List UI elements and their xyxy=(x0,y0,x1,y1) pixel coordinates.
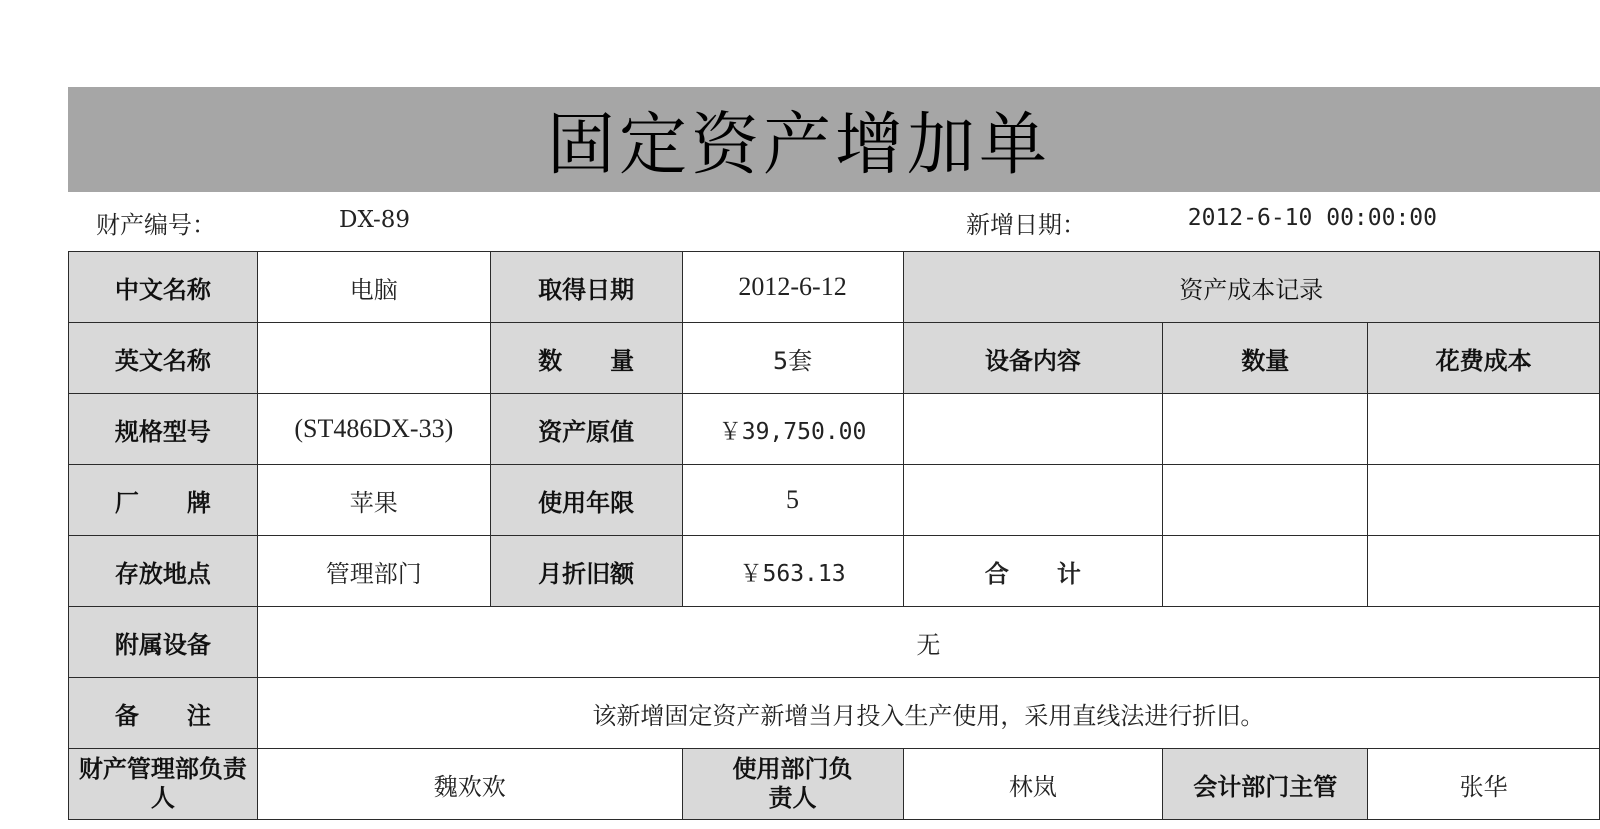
table-row xyxy=(69,536,1600,607)
asset-form-table xyxy=(68,251,1600,820)
cost-spent-header: 花费成本 xyxy=(1368,323,1600,394)
acquire-date-value: 2012-6-12 xyxy=(682,252,903,323)
accessories-label: 附属设备 xyxy=(69,607,258,678)
quantity-value: 5套 xyxy=(682,323,903,394)
spec-model-value: (ST486DX-33) xyxy=(257,394,490,465)
asset-number-value: DX-89 xyxy=(339,207,411,233)
remarks-label: 备 注 xyxy=(69,678,258,749)
title-banner xyxy=(68,87,1600,192)
cost-record-cell xyxy=(1368,465,1600,536)
spec-model-label: 规格型号 xyxy=(69,394,258,465)
cost-record-cell xyxy=(1163,394,1368,465)
location-label: 存放地点 xyxy=(69,536,258,607)
cost-record-header: 资产成本记录 xyxy=(903,252,1600,323)
accounting-supervisor-value: 张华 xyxy=(1368,749,1600,820)
remarks-value: 该新增固定资产新增当月投入生产使用，采用直线法进行折旧。 xyxy=(257,678,1599,749)
cost-record-cell xyxy=(903,394,1163,465)
english-name-value xyxy=(257,323,490,394)
accounting-supervisor-label: 会计部门主管 xyxy=(1163,749,1368,820)
chinese-name-label: 中文名称 xyxy=(69,252,258,323)
add-date-cell xyxy=(1157,204,1437,244)
table-row xyxy=(69,465,1600,536)
table-row xyxy=(69,749,1600,820)
acquire-date-label: 取得日期 xyxy=(490,252,682,323)
quantity-label: 数 量 xyxy=(490,323,682,394)
user-dept-head-label: 使用部门负责人 xyxy=(682,749,903,820)
english-name-label: 英文名称 xyxy=(69,323,258,394)
property-manager-label: 财产管理部负责人 xyxy=(69,749,258,820)
cost-record-cell xyxy=(1368,394,1600,465)
document-title: 固定资产增加单 xyxy=(546,106,1051,185)
property-manager-value: 魏欢欢 xyxy=(257,749,682,820)
brand-label: 厂 牌 xyxy=(69,465,258,536)
table-row xyxy=(69,394,1600,465)
total-quantity-cell xyxy=(1163,536,1368,607)
original-value-label: 资产原值 xyxy=(490,394,682,465)
equipment-content-header: 设备内容 xyxy=(903,323,1163,394)
total-cost-cell xyxy=(1368,536,1600,607)
table-row xyxy=(69,678,1600,749)
original-value-value: ￥39,750.00 xyxy=(682,394,903,465)
table-row xyxy=(69,252,1600,323)
chinese-name-value: 电脑 xyxy=(257,252,490,323)
add-date-label: 新增日期： xyxy=(966,211,1086,239)
asset-number-label: 财产编号： xyxy=(96,211,216,239)
accessories-value: 无 xyxy=(257,607,1599,678)
add-date-value: 2012-6-10 00:00:00 xyxy=(1187,205,1437,231)
service-life-label: 使用年限 xyxy=(490,465,682,536)
location-value: 管理部门 xyxy=(257,536,490,607)
brand-value: 苹果 xyxy=(257,465,490,536)
cost-record-cell xyxy=(903,465,1163,536)
user-dept-head-value: 林岚 xyxy=(903,749,1163,820)
total-label: 合 计 xyxy=(903,536,1163,607)
cost-quantity-header: 数量 xyxy=(1163,323,1368,394)
table-row xyxy=(69,607,1600,678)
service-life-value: 5 xyxy=(682,465,903,536)
monthly-depreciation-label: 月折旧额 xyxy=(490,536,682,607)
table-row xyxy=(69,323,1600,394)
monthly-depreciation-value: ￥563.13 xyxy=(682,536,903,607)
cost-record-cell xyxy=(1163,465,1368,536)
